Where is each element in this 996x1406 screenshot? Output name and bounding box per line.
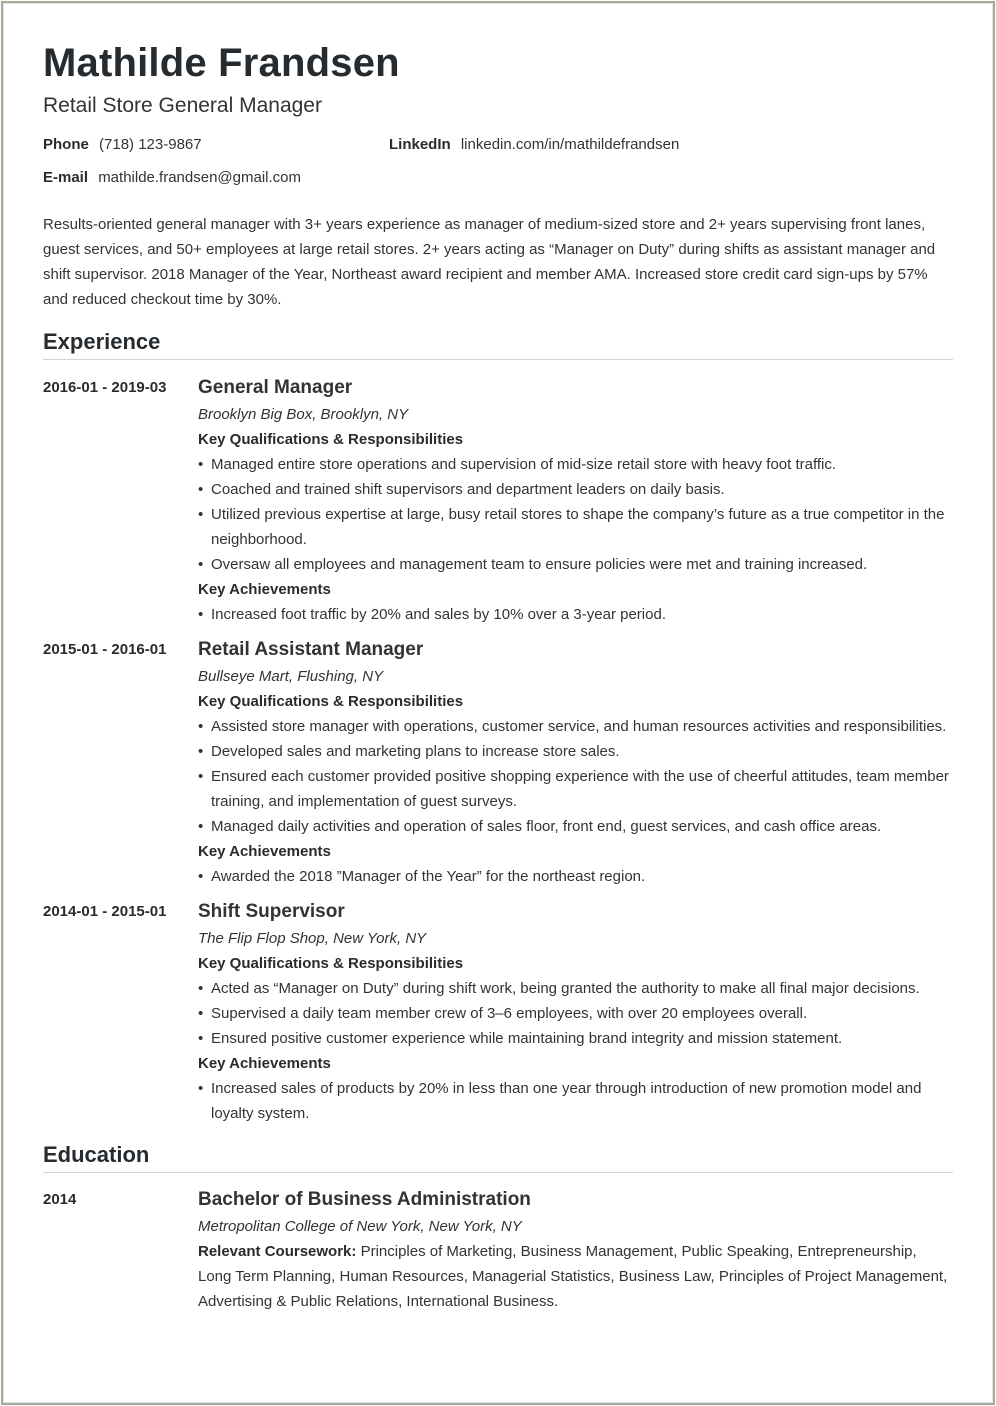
education-date: 2014 — [43, 1191, 77, 1208]
list-item: • Increased sales of products by 20% in less than one year through introduction of new promotion model and loyalty system. — [198, 1076, 953, 1126]
qualifications-label: Key Qualifications & Responsibilities — [198, 431, 464, 448]
achievements-label: Key Achievements — [198, 1055, 331, 1072]
list-item: • Coached and trained shift supervisors and department leaders on daily basis. — [198, 477, 953, 502]
candidate-name: Mathilde Frandsen — [43, 41, 400, 85]
list-item: • Supervised a daily team member crew of 3–6 employees, with over 20 employees overall. — [198, 1001, 953, 1026]
contact-linkedin — [389, 134, 679, 156]
list-item: • Awarded the 2018 ”Manager of the Year” for the northeast region. — [198, 864, 953, 889]
achievements-list — [198, 1076, 953, 1126]
list-item: • Ensured positive customer experience while maintaining brand integrity and mission statement. — [198, 1026, 953, 1051]
job-title: Shift Supervisor — [198, 901, 345, 922]
phone-value: (718) 123-9867 — [99, 136, 202, 153]
candidate-role: Retail Store General Manager — [43, 94, 322, 117]
education-entry — [43, 1185, 953, 1314]
coursework — [198, 1239, 953, 1314]
list-item: • Assisted store manager with operations, customer service, and human resources activities and responsibilities. — [198, 714, 953, 739]
coursework-label: Relevant Coursework: — [198, 1243, 357, 1260]
list-item: • Managed entire store operations and supervision of mid-size retail store with heavy foot traffic. — [198, 452, 953, 477]
contact-email — [43, 167, 301, 189]
list-item: • Acted as “Manager on Duty” during shift work, being granted the authority to make all final major decisions. — [198, 976, 953, 1001]
achievements-list — [198, 864, 953, 889]
list-item: • Utilized previous expertise at large, busy retail stores to shape the company’s future as a true competitor in the neighborhood. — [198, 502, 953, 552]
phone-label: Phone — [43, 136, 89, 153]
experience-list — [43, 373, 953, 1126]
email-label: E-mail — [43, 169, 89, 186]
list-item: • Managed daily activities and operation of sales floor, front end, guest services, and cash office areas. — [198, 814, 953, 839]
contact-phone — [43, 134, 202, 156]
job-company: Bullseye Mart, Flushing, NY — [198, 668, 384, 685]
job-company: Brooklyn Big Box, Brooklyn, NY — [198, 406, 409, 423]
list-item: • Developed sales and marketing plans to increase store sales. — [198, 739, 953, 764]
education-heading: Education — [43, 1140, 953, 1173]
coursework-text: Principles of Marketing, Business Management, Public Speaking, Entrepreneurship, Long Term Planning, Human Resources, Managerial Statistics, Business Law, Principles of Project Management, Advertising & Public Relations, International Business. — [198, 1243, 948, 1310]
achievements-label: Key Achievements — [198, 581, 331, 598]
qualifications-list — [198, 976, 953, 1051]
achievements-list — [198, 602, 953, 627]
job-dates: 2014-01 - 2015-01 — [43, 903, 167, 920]
job-dates: 2016-01 - 2019-03 — [43, 379, 167, 396]
experience-heading: Experience — [43, 327, 953, 360]
qualifications-label: Key Qualifications & Responsibilities — [198, 693, 464, 710]
job-dates: 2015-01 - 2016-01 — [43, 641, 167, 658]
list-item: • Oversaw all employees and management team to ensure policies were met and training increased. — [198, 552, 953, 577]
school-name: Metropolitan College of New York, New York, NY — [198, 1218, 522, 1235]
job-entry — [43, 373, 953, 627]
job-entry — [43, 635, 953, 889]
job-entry — [43, 897, 953, 1126]
resume-document — [43, 38, 953, 1314]
list-item: • Increased foot traffic by 20% and sales by 10% over a 3-year period. — [198, 602, 953, 627]
qualifications-label: Key Qualifications & Responsibilities — [198, 955, 464, 972]
contact-info — [43, 134, 953, 206]
qualifications-list — [198, 714, 953, 839]
linkedin-value: linkedin.com/in/mathildefrandsen — [460, 136, 680, 153]
job-title: General Manager — [198, 377, 353, 398]
qualifications-list — [198, 452, 953, 577]
list-item: • Ensured each customer provided positive shopping experience with the use of cheerful attitudes, team member training, and implementation of guest surveys. — [198, 764, 953, 814]
degree-title: Bachelor of Business Administration — [198, 1189, 531, 1210]
profile-summary: Results-oriented general manager with 3+ years experience as manager of medium-sized store and 2+ years supervising front lanes, guest services, and 50+ employees at large retail stores. 2+ years acting as “Manager on Duty” during shifts as assistant manager and shift supervisor. 2018 Manager of the Year, Northeast award recipient and member AMA. Increased store credit card sign-ups by 57% and reduced checkout time by 30%. — [43, 216, 936, 308]
email-value: mathilde.frandsen@gmail.com — [98, 169, 302, 186]
achievements-label: Key Achievements — [198, 843, 331, 860]
job-company: The Flip Flop Shop, New York, NY — [198, 930, 427, 947]
job-title: Retail Assistant Manager — [198, 639, 424, 660]
linkedin-label: LinkedIn — [389, 136, 451, 153]
